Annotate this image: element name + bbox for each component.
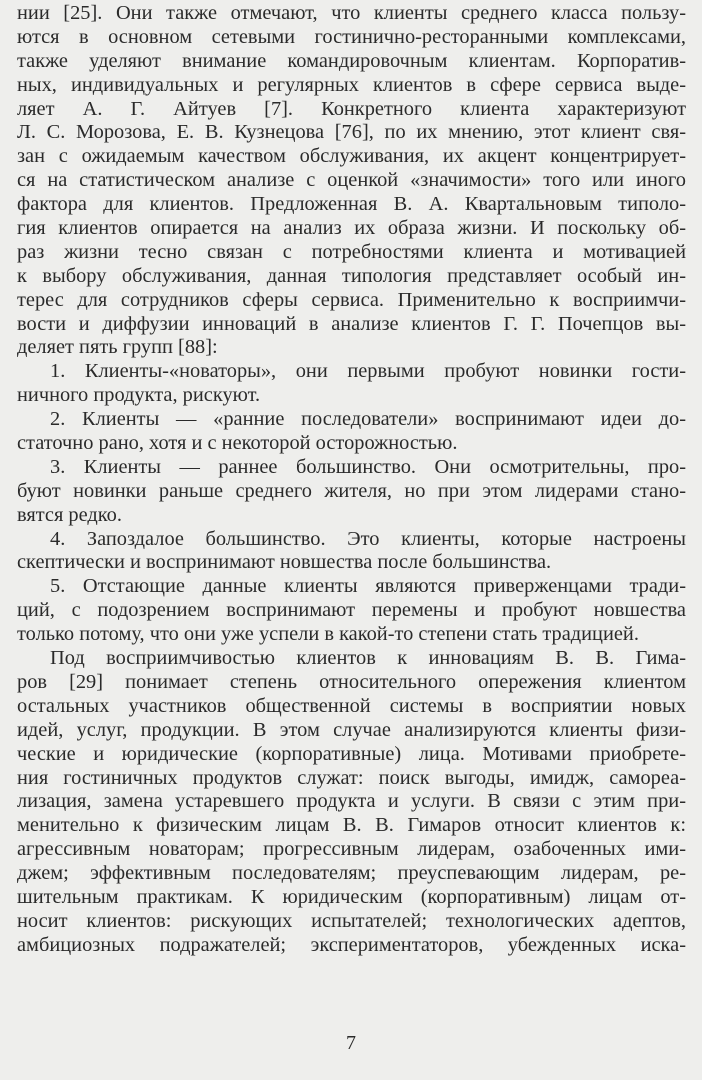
text-line: ров [29] понимает степень относительного опережения клиентом — [17, 670, 686, 693]
text-line: гия клиентов опирается на анализ их образа жизни. И поскольку об- — [17, 217, 686, 240]
text-line: также уделяют внимание командировочным клиентам. Корпоратив- — [17, 49, 686, 72]
list-item-5-line: 5. Отстающие данные клиенты являются приверженцами тради- — [50, 575, 686, 598]
text-line: ются в основном сетевыми гостинично-ресторанными комплексами, — [17, 25, 686, 48]
list-item-3-line: вятся редко. — [17, 503, 122, 526]
list-item-1-line: ничного продукта, рискуют. — [17, 384, 261, 407]
text-line: амбициозных подражателей; экспериментаторов, убежденных иска- — [17, 933, 686, 956]
text-line: ческие и юридические (корпоративные) лица. Мотивами приобрете- — [17, 742, 686, 765]
text-line: лизация, замена устаревшего продукта и услуги. В связи с этим при- — [17, 790, 686, 813]
text-line: терес для сотрудников сферы сервиса. Применительно к восприимчи- — [17, 288, 686, 311]
list-item-5-line: только потому, что они уже успели в какой-то степени стать традицией. — [17, 623, 639, 646]
text-line: вости и диффузии инноваций в анализе клиентов Г. Г. Почепцов вы- — [17, 312, 686, 335]
text-line: носит клиентов: рискующих испытателей; технологических адептов, — [17, 909, 686, 932]
list-item-3-line: 3. Клиенты — раннее большинство. Они осмотрительны, про- — [50, 455, 686, 478]
text-line: Под восприимчивостью клиентов к инновациям В. В. Гима- — [50, 647, 686, 670]
text-line: шительным практикам. К юридическим (корпоративным) лицам от- — [17, 885, 686, 908]
text-line: остальных участников общественной системы в восприятии новых — [17, 694, 686, 717]
body-text — [17, 2, 686, 958]
list-item-1-line: 1. Клиенты-«новаторы», они первыми пробуют новинки гости- — [50, 360, 686, 383]
text-line: раз жизни тесно связан с потребностями клиента и мотивацией — [17, 240, 686, 263]
list-item-2-line: статочно рано, хотя и с некоторой осторожностью. — [17, 432, 458, 455]
text-line: ся на статистическом анализе с оценкой «значимости» того или иного — [17, 169, 686, 192]
text-line: деляет пять групп [88]: — [17, 336, 218, 359]
text-line: менительно к физическим лицам В. В. Гимаров относит клиентов к: — [17, 814, 686, 837]
text-line: идей, услуг, продукции. В этом случае анализируются клиенты физи- — [17, 718, 686, 741]
text-line: ляет А. Г. Айтуев [7]. Конкретного клиента характеризуют — [17, 97, 686, 120]
list-item-5-line: ций, с подозрением воспринимают перемены и пробуют новшества — [17, 599, 686, 622]
text-line: ния гостиничных продуктов служат: поиск выгоды, имидж, самореа- — [17, 766, 686, 789]
text-line: к выбору обслуживания, данная типология представляет особый ин- — [17, 264, 686, 287]
text-line: агрессивным новаторам; прогрессивным лидерам, озабоченных ими- — [17, 838, 686, 861]
list-item-4-line: скептически и воспринимают новшества после большинства. — [17, 551, 552, 574]
list-item-4-line: 4. Запоздалое большинство. Это клиенты, которые настроены — [50, 527, 686, 550]
text-line: ных, индивидуальных и регулярных клиентов в сфере сервиса выде- — [17, 73, 686, 96]
list-item-3-line: буют новинки раньше среднего жителя, но при этом лидерами стано- — [17, 479, 686, 502]
text-line: нии [25]. Они также отмечают, что клиенты среднего класса пользу- — [17, 2, 686, 24]
text-line: джем; эффективным последователям; преуспевающим лидерам, ре- — [17, 862, 686, 885]
list-item-2-line: 2. Клиенты — «ранние последователи» воспринимают идеи до- — [50, 408, 686, 431]
page-number: 7 — [346, 1032, 356, 1054]
text-line: Л. С. Морозова, Е. В. Кузнецова [76], по их мнению, этот клиент свя- — [17, 121, 686, 144]
text-line: зан с ожидаемым качеством обслуживания, их акцент концентрирует- — [17, 145, 686, 168]
text-line: фактора для клиентов. Предложенная В. А. Квартальновым типоло- — [17, 193, 686, 216]
